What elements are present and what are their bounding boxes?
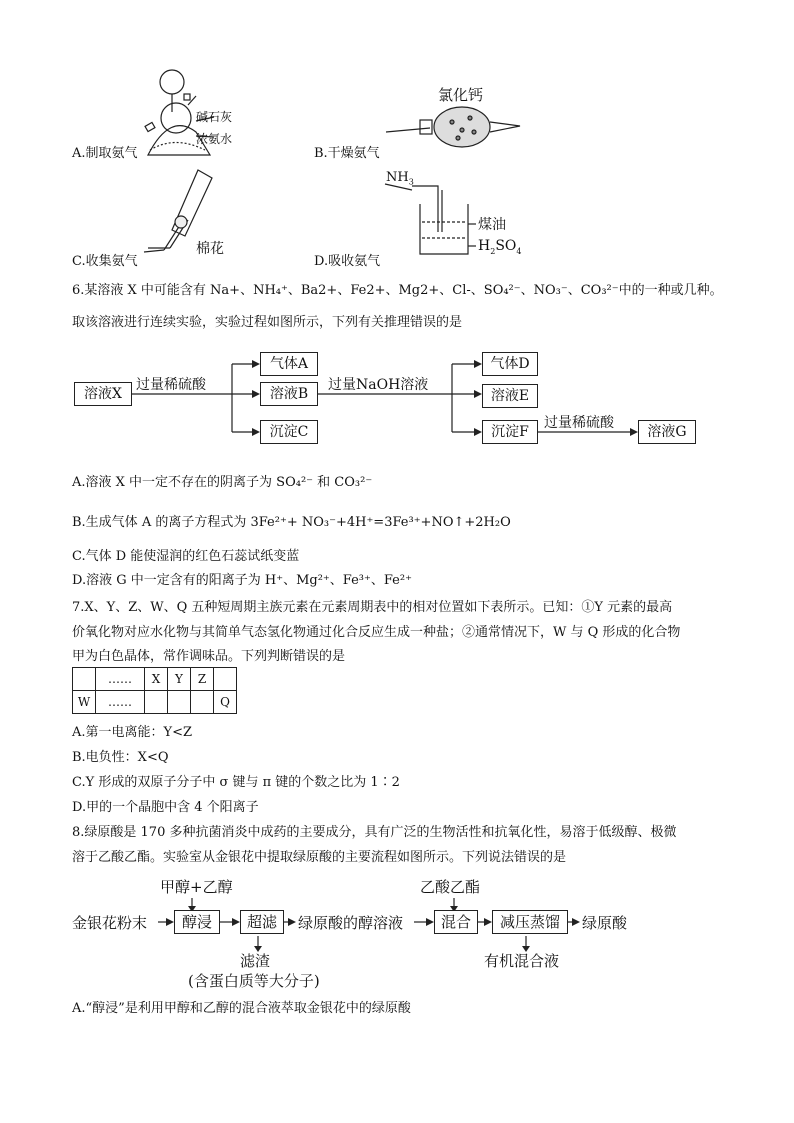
table-row [73,691,237,714]
q8-option-a: A.“醇浸”是利用甲醇和乙醇的混合液萃取金银花中的绿原酸 [72,1001,411,1016]
table-cell: X [145,668,168,691]
q6-option-b: B.生成气体 A 的离子方程式为 3Fe²⁺+ NO₃⁻+4H⁺=3Fe³⁺+NO↑+2H₂O [72,515,511,530]
table-cell [73,668,96,691]
table-cell [191,691,214,714]
q8-start-material: 金银花粉末 [72,914,148,932]
table-cell: Q [214,691,237,714]
q7-option-a: A.第一电离能：Y<Z [72,725,193,740]
q6-box-g: 溶液G [638,420,696,444]
table-cell [168,691,191,714]
label-nh3: $NH_3$ [386,170,414,187]
q8-step-mix: 混合 [434,910,478,934]
table-cell: …… [96,691,145,714]
q8-stem-line1: 8.绿原酸是 170 多种抗菌消炎中成药的主要成分，具有广泛的生物活性和抗氧化性，易溶于低级醇、极微 [72,825,677,840]
table-cell: W [73,691,96,714]
q7-stem-line2: 价氧化物对应水化物与其简单气态氢化物通过化合反应生成一种盐；②通常情况下，W 与 Q 形成的化合物 [72,625,681,640]
label-soda-lime: 碱石灰 [196,110,233,124]
q6-box-e: 溶液E [482,384,538,408]
q6-box-c: 沉淀C [260,420,318,444]
q6-option-a: A.溶液 X 中一定不存在的阴离子为 SO₄²⁻ 和 CO₃²⁻ [72,475,373,490]
drying-tube-drawing [386,107,520,147]
beaker-drawing [385,184,476,254]
label-cotton: 棉花 [196,241,224,257]
q6-option-d: D.溶液 G 中一定含有的阳离子为 H⁺、Mg²⁺、Fe³⁺、Fe²⁺ [72,573,412,588]
label-sulfuric-acid: $H_2SO_4$ [478,238,522,256]
option-d-caption: D.吸收氨气 [314,254,381,269]
q6-box-x: 溶液X [74,382,132,406]
table-cell: Y [168,668,191,691]
option-a-caption: A.制取氨气 [72,146,138,161]
q6-reagent-2: 过量NaOH溶液 [328,377,429,393]
q6-stem-line1: 6.某溶液 X 中可能含有 Na+、NH₄⁺、Ba2+、Fe2+、Mg2+、Cl-、SO₄²⁻、NO₃⁻、CO₃²⁻中的一种或几种。 [72,283,723,298]
q8-byproduct: 有机混合液 [484,952,560,970]
option-c-caption: C.收集氨气 [72,254,138,269]
q8-residue-note: (含蛋白质等大分子) [188,972,320,990]
table-row [73,668,237,691]
q8-reagent-ethyl-acetate: 乙酸乙酯 [420,878,481,896]
q7-option-b: B.电负性：X<Q [72,750,169,765]
q8-step-alcohol-leach: 醇浸 [174,910,220,934]
q8-intermediate: 绿原酸的醇溶液 [298,914,404,932]
q8-product: 绿原酸 [582,914,628,932]
q8-reagent-methanol-ethanol: 甲醇+乙醇 [160,878,233,896]
option-b-caption: B.干燥氨气 [314,146,380,161]
q7-option-c: C.Y 形成的双原子分子中 σ 键与 π 键的个数之比为 1∶2 [72,775,400,790]
q6-box-a: 气体A [260,352,318,376]
table-cell [145,691,168,714]
q7-option-d: D.甲的一个晶胞中含 4 个阳离子 [72,800,259,815]
q8-stem-line2: 溶于乙酸乙酯。实验室从金银花中提取绿原酸的主要流程如图所示。下列说法错误的是 [72,850,567,865]
q6-reagent-3: 过量稀硫酸 [544,415,614,431]
q6-option-c: C.气体 D 能使湿润的红色石蕊试纸变蓝 [72,549,300,564]
q6-box-f: 沉淀F [482,420,538,444]
q6-reagent-1: 过量稀硫酸 [136,377,206,393]
q6-box-b: 溶液B [260,382,318,406]
periodic-table-fragment [72,667,237,714]
q8-residue: 滤渣 [240,952,271,970]
q7-stem-line1: 7.X、Y、Z、W、Q 五种短周期主族元素在元素周期表中的相对位置如下表所示。已知：①Y 元素的最高 [72,600,673,615]
q6-stem-line2: 取该溶液进行连续实验，实验过程如图所示，下列有关推理错误的是 [72,315,463,330]
label-conc-ammonia: 浓氨水 [196,132,233,146]
table-cell [214,668,237,691]
q8-step-vacuum-distill: 减压蒸馏 [492,910,568,934]
q6-box-d: 气体D [482,352,538,376]
table-cell: …… [96,668,145,691]
table-cell: Z [191,668,214,691]
label-calcium-chloride: 氯化钙 [438,86,484,104]
q8-step-ultrafilter: 超滤 [240,910,284,934]
q7-stem-line3: 甲为白色晶体，常作调味品。下列判断错误的是 [72,649,346,664]
label-kerosene: 煤油 [478,217,506,233]
